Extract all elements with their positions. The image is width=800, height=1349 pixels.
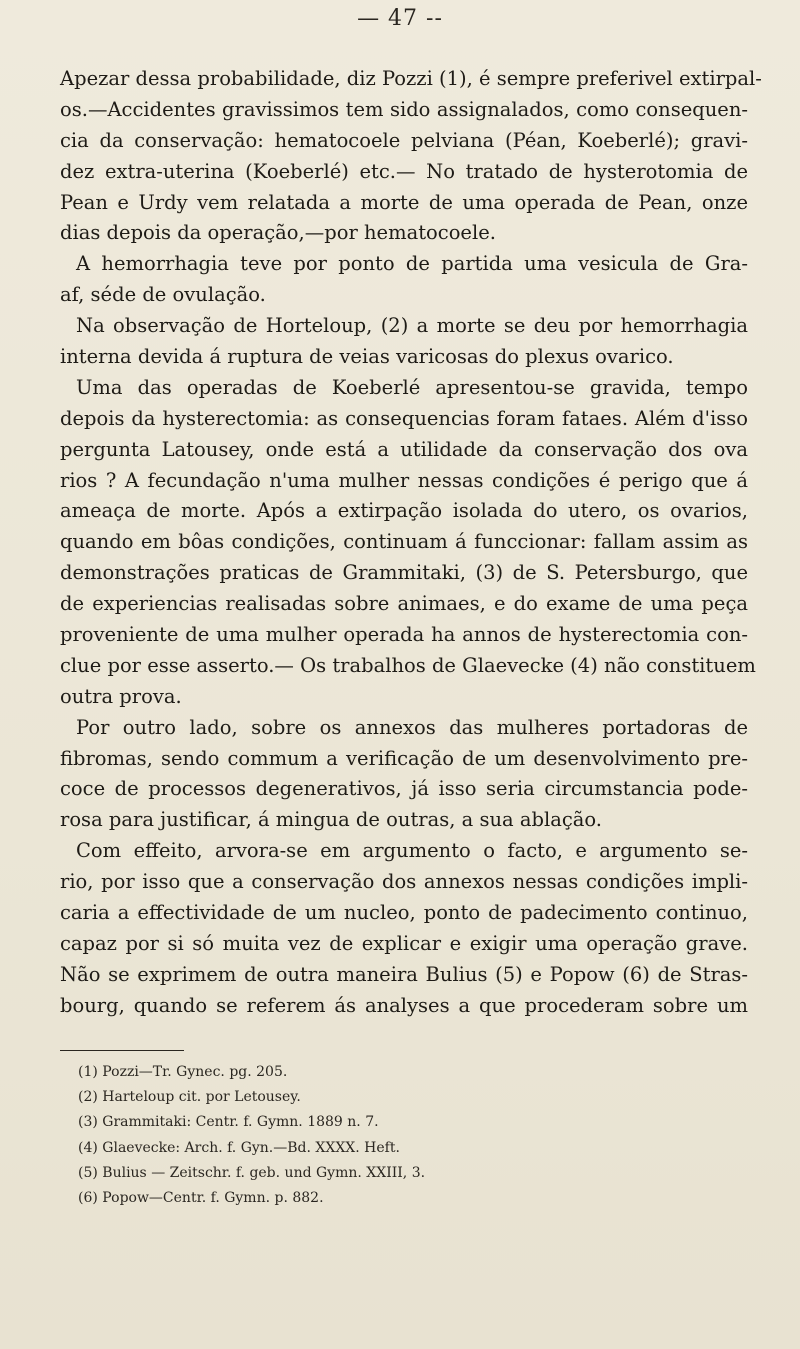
text-line: Pean e Urdy vem relatada a morte de uma operada de Pean, onze (60, 190, 748, 214)
paragraph (60, 311, 748, 373)
page-number: — 47 -- (357, 6, 443, 31)
text-line: Apezar dessa probabilidade, diz Pozzi (1), é sempre preferivel extirpal- (60, 67, 762, 90)
paragraph (60, 836, 748, 1021)
text-line: quando em bôas condições, continuam á funccionar: fallam assim as (60, 530, 748, 554)
text-line: Uma das operadas de Koeberlé apresentou-se gravida, tempo (76, 375, 748, 399)
text-line: rosa para justificar, á mingua de outras, a sua ablação. (60, 808, 602, 832)
text-line: de experiencias realisadas sobre animaes, e do exame de uma peça (60, 592, 748, 616)
text-line: clue por esse asserto.— Os trabalhos de Glaevecke (4) não constituem (60, 653, 756, 677)
paragraph (60, 713, 748, 837)
text-line: depois da hysterectomia: as consequencias foram fataes. Além d'isso (60, 406, 748, 430)
text-line: dias depois da operação,—por hematocoele. (60, 221, 496, 245)
text-line: capaz por si só muita vez de explicar e exigir uma operação grave. (60, 931, 748, 955)
text-line: dez extra-uterina (Koeberlé) etc.— No tratado de hysterotomia de (60, 159, 748, 183)
text-line: Por outro lado, sobre os annexos das mulheres portadoras de (76, 715, 748, 739)
text-line: rios ? A fecundação n'uma mulher nessas condições é perigo que á (60, 468, 748, 492)
text-line: proveniente de uma mulher operada ha annos de hysterectomia con- (60, 623, 748, 647)
text-line: caria a effectividade de um nucleo, ponto de padecimento continuo, (60, 901, 748, 925)
footnote: (3) Grammitaki: Centr. f. Gymn. 1889 n. 7. (78, 1114, 379, 1131)
text-line: ameaça de morte. Após a extirpação isolada do utero, os ovarios, (60, 499, 748, 523)
paragraph (60, 373, 756, 713)
body-text (60, 64, 762, 1022)
paragraph (60, 64, 762, 249)
footnote: (2) Harteloup cit. por Letousey. (78, 1089, 301, 1106)
text-line: Com effeito, arvora-se em argumento o facto, e argumento se- (76, 839, 748, 863)
paragraph (60, 249, 748, 311)
text-line: os.—Accidentes gravissimos tem sido assignalados, como consequen- (60, 97, 748, 121)
footnotes (78, 1060, 638, 1211)
text-line: rio, por isso que a conservação dos annexos nessas condições impli- (60, 870, 748, 894)
text-line: interna devida á ruptura de veias varicosas do plexus ovarico. (60, 345, 674, 369)
footnote: (4) Glaevecke: Arch. f. Gyn.—Bd. XXXX. Heft. (78, 1139, 400, 1156)
text-line: af, séde de ovulação. (60, 283, 266, 307)
text-line: bourg, quando se referem ás analyses a que procederam sobre um (60, 993, 748, 1017)
text-line: cia da conservação: hematocoele pelviana (Péan, Koeberlé); gravi- (60, 128, 748, 152)
footnote: (1) Pozzi—Tr. Gynec. pg. 205. (78, 1064, 288, 1080)
text-line: Não se exprimem de outra maneira Bulius (5) e Popow (6) de Stras- (60, 962, 748, 986)
text-line: coce de processos degenerativos, já isso seria circumstancia pode- (60, 777, 748, 801)
text-line: demonstrações praticas de Grammitaki, (3) de S. Petersburgo, que (60, 561, 748, 585)
text-line: pergunta Latousey, onde está a utilidade da conservação dos ova (60, 437, 748, 461)
text-line: outra prova. (60, 684, 182, 708)
footnote: (6) Popow—Centr. f. Gymn. p. 882. (78, 1189, 324, 1206)
footnote-divider (60, 1050, 184, 1051)
text-line: fibromas, sendo commum a verificação de um desenvolvimento pre- (60, 746, 748, 770)
footnote: (5) Bulius — Zeitschr. f. geb. und Gymn. XXIII, 3. (78, 1164, 426, 1181)
text-line: A hemorrhagia teve por ponto de partida uma vesicula de Gra- (76, 252, 748, 276)
text-line: Na observação de Horteloup, (2) a morte se deu por hemorrhagia (76, 314, 748, 338)
